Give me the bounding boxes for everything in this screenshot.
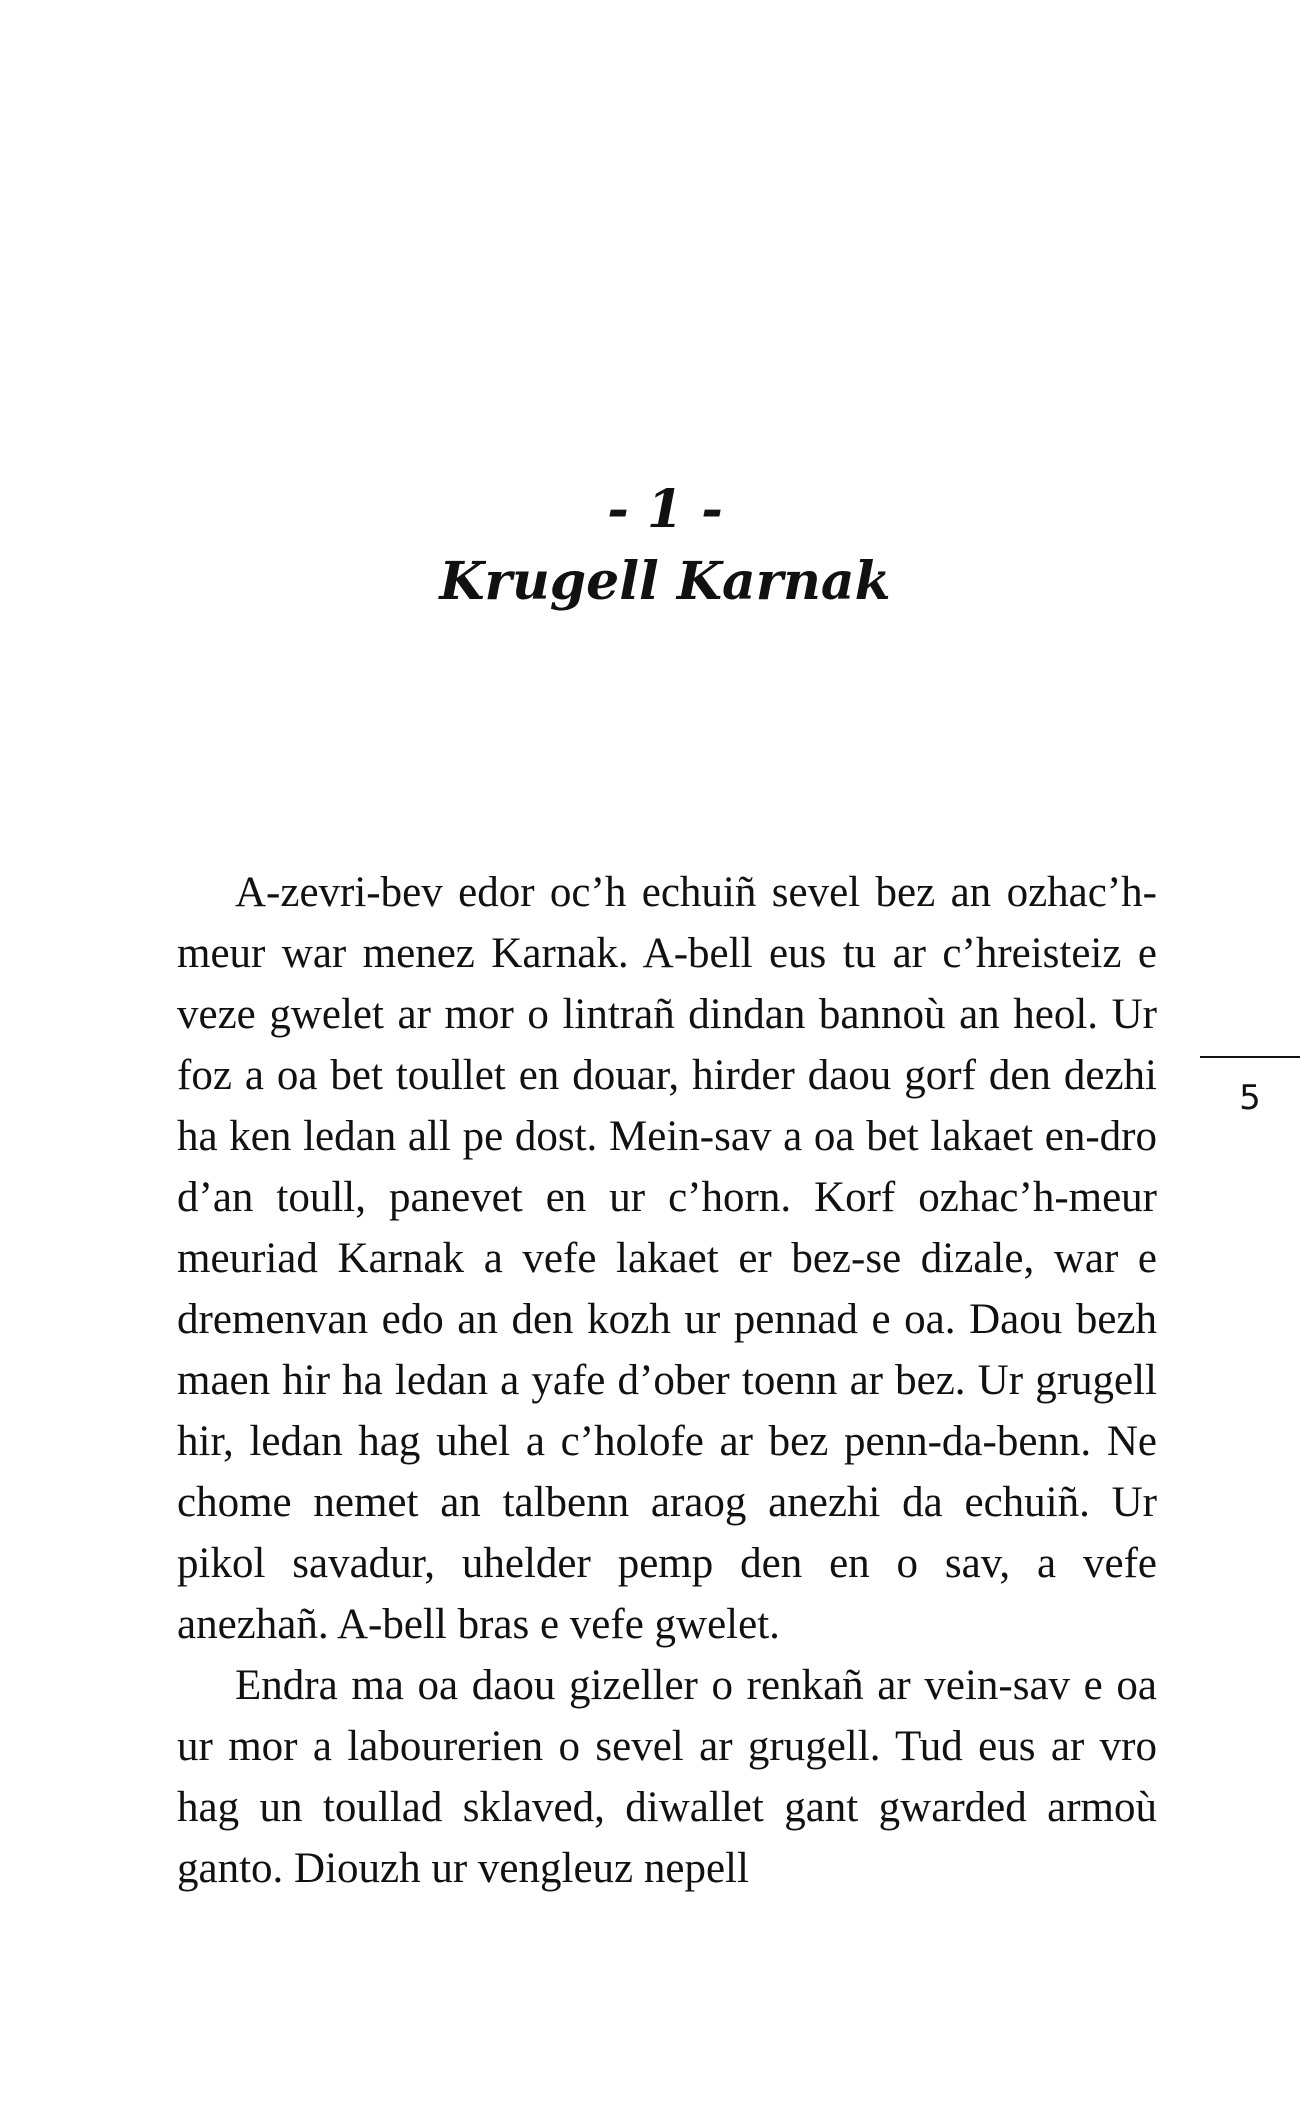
page-number-rule [1200,1056,1300,1058]
paragraph-1: A-zevri-bev edor oc’h echuiñ sevel bez an ozhac’h-meur war menez Karnak. A-bell eus tu ar c’hreisteiz e veze gwelet ar mor o lintrañ dindan bannoù an heol. Ur foz a oa bet toullet en douar, hirder daou gorf den dezhi ha ken ledan all pe dost. Mein-sav a oa bet lakaet en-dro d’an toull, panevet en ur c’horn. Korf ozhac’h-meur meuriad Karnak a vefe lakaet er bez-se dizale, war e dremenvan edo an den kozh ur pennad e oa. Daou bezh maen hir ha ledan a yafe d’ober toenn ar bez. Ur grugell hir, ledan hag uhel a c’holofe ar bez penn-da-benn. Ne chome nemet an talbenn araog anezhi da echuiñ. Ur pikol savadur, uhelder pemp den en o sav, a vefe anezhañ. A-bell bras e vefe gwelet. [177,869,1157,1648]
paragraph-2: Endra ma oa daou gizeller o renkañ ar vein-sav e oa ur mor a labourerien o sevel ar grugell. Tud eus ar vro hag un toullad sklaved, diwallet gant gwarded armoù ganto. Diouzh ur vengleuz nepell [177,1662,1157,1892]
chapter-title: Krugell Karnak [439,551,891,612]
chapter-number: - 1 - [607,479,723,540]
body-text [177,862,1157,1899]
page-number: 5 [1239,1078,1261,1118]
